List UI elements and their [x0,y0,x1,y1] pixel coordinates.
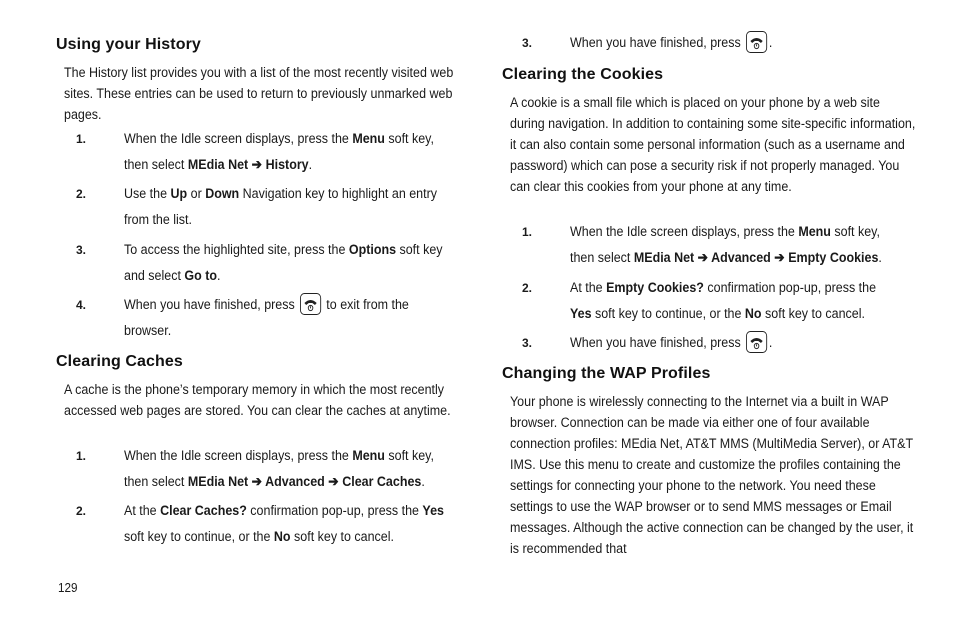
paragraph-wap: Your phone is wirelessly connecting to the Internet via a built in WAP browser. Connection can be made via either one of four available connection profiles: MEdia Net, AT&T MMS (MultiMedia Server), or AT&T IMS. Use this menu to create and customize the profiles containing the settings for connecting your phone to the network. You need these settings to use the WAP browser or to send MMS messages or Email messages. Although the active connection can be changed by the user, it is recommended that [510,394,914,557]
end-key-icon [746,331,767,353]
step-text: When you have finished, press to exit from the browser. [124,293,409,344]
step-text: When the Idle screen displays, press the Menu soft key, then select MEdia Net ➔ History. [124,131,434,173]
step-number: 4. [76,298,87,312]
step-text: To access the highlighted site, press the Options soft key and select Go to. [124,242,443,284]
step-text: At the Empty Cookies? confirmation pop-up, press the Yes soft key to continue, or the No soft key to cancel. [570,280,877,322]
step-number: 3. [522,36,533,50]
paragraph-history: The History list provides you with a list of the most recently visited web sites. These entries can be used to return to previously unmarked web pages. [64,65,454,123]
heading-changing-wap-profiles: Changing the WAP Profiles [502,365,711,382]
step-text: When the Idle screen displays, press the Menu soft key, then select MEdia Net ➔ Advanced ➔ Clear Caches. [124,448,434,490]
step-number: 3. [76,243,87,257]
step-number: 1. [76,449,87,463]
step-text: At the Clear Caches? confirmation pop-up, press the Yes soft key to continue, or the No soft key to cancel. [124,503,444,545]
step-text: When you have finished, press . [570,331,772,357]
step-number: 1. [522,225,533,239]
step-number: 1. [76,132,87,146]
heading-using-history: Using your History [56,36,201,53]
step-number: 3. [522,336,533,350]
step-number: 2. [76,504,87,518]
step-text: When you have finished, press . [570,31,772,57]
step-text: When the Idle screen displays, press the Menu soft key, then select MEdia Net ➔ Advanced ➔ Empty Cookies. [570,224,882,266]
end-key-icon [300,293,321,315]
end-key-icon [746,31,767,53]
paragraph-caches: A cache is the phone’s temporary memory in which the most recently accessed web pages are stored. You can clear the caches at anytime. [64,382,451,419]
step-text: Use the Up or Down Navigation key to highlight an entry from the list. [124,186,437,228]
page-number: 129 [58,580,78,595]
paragraph-cookies: A cookie is a small file which is placed on your phone by a web site during navigation. In addition to containing some site-specific information, it can also contain some personal information (such as a username and password) which can pose a security risk if not properly managed. You can clear this cookies from your phone at any time. [510,95,916,195]
step-number: 2. [76,187,87,201]
step-number: 2. [522,281,533,295]
heading-clearing-cookies: Clearing the Cookies [502,66,664,83]
heading-clearing-caches: Clearing Caches [56,353,183,370]
